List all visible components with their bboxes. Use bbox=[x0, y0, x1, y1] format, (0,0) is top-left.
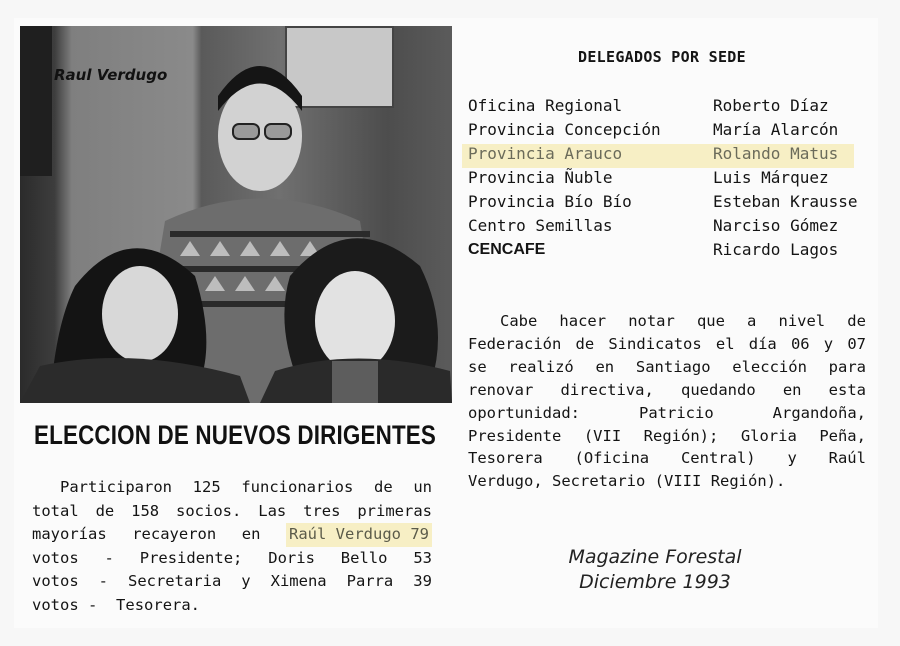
article-line: oportunidad: Patricio Argandoña, bbox=[468, 403, 866, 422]
delegate-row bbox=[468, 214, 868, 238]
delegate-row-highlighted bbox=[468, 142, 868, 166]
delegate-row bbox=[468, 190, 868, 214]
delegate-row bbox=[468, 238, 868, 262]
article-line: Presidente (VII Región); Gloria Peña, bbox=[468, 426, 866, 445]
article-line: Tesorera (Oficina Central) y Raúl bbox=[468, 449, 866, 468]
article-line: Cabe hacer notar que a nivel de bbox=[500, 312, 866, 330]
article-line: renovar directiva, quedando en esta bbox=[468, 380, 866, 399]
delegate-sede: CENCAFE bbox=[468, 241, 546, 258]
delegate-name: Roberto Díaz bbox=[713, 96, 829, 115]
article-line: votos - Presidente; Doris Bello 53 bbox=[32, 548, 432, 567]
photo-caption: Raul Verdugo bbox=[54, 66, 168, 84]
delegate-sede: Provincia Bío Bío bbox=[468, 192, 632, 211]
article-headline: ELECCION DE NUEVOS DIRIGENTES bbox=[34, 420, 437, 450]
highlighted-winner: Raúl Verdugo 79 bbox=[286, 523, 432, 547]
delegate-name: Rolando Matus bbox=[713, 144, 839, 163]
article-right-body bbox=[468, 310, 866, 493]
delegate-sede: Provincia Arauco bbox=[468, 144, 623, 163]
delegates-table bbox=[468, 94, 868, 262]
article-line: Participaron 125 funcionarios de un bbox=[60, 478, 432, 496]
delegate-row bbox=[468, 94, 868, 118]
article-left-body bbox=[32, 476, 432, 617]
delegate-sede: Provincia Concepción bbox=[468, 120, 661, 139]
article-line: votos - Secretaria y Ximena Parra 39 bbox=[32, 572, 432, 590]
delegate-row bbox=[468, 166, 868, 190]
delegate-name: Ricardo Lagos bbox=[713, 240, 839, 259]
delegate-sede: Centro Semillas bbox=[468, 216, 613, 235]
article-line: Federación de Sindicatos el día 06 y 07 bbox=[468, 334, 866, 353]
article-line: total de 158 socios. Las tres primeras bbox=[32, 501, 432, 520]
article-line: votos - Tesorera. bbox=[32, 595, 201, 614]
delegate-sede: Provincia Ñuble bbox=[468, 168, 613, 187]
delegate-name: Esteban Krausse bbox=[713, 192, 858, 211]
source-date: Diciembre 1993 bbox=[579, 571, 731, 593]
delegates-title: DELEGADOS POR SEDE bbox=[578, 48, 746, 66]
group-photo bbox=[20, 26, 452, 403]
article-line: mayorías recayeron en Raúl Verdugo 79 bbox=[32, 523, 432, 547]
article-line: Verdugo, Secretario (VIII Región). bbox=[468, 472, 786, 491]
delegate-name: Narciso Gómez bbox=[713, 216, 839, 235]
source-magazine: Magazine Forestal bbox=[568, 546, 742, 568]
delegate-name: Luis Márquez bbox=[713, 168, 829, 187]
source-note bbox=[540, 545, 770, 595]
delegate-name: María Alarcón bbox=[713, 120, 839, 139]
article-line: se realizó en Santiago elección para bbox=[468, 357, 866, 376]
delegate-sede: Oficina Regional bbox=[468, 96, 623, 115]
delegate-row bbox=[468, 118, 868, 142]
